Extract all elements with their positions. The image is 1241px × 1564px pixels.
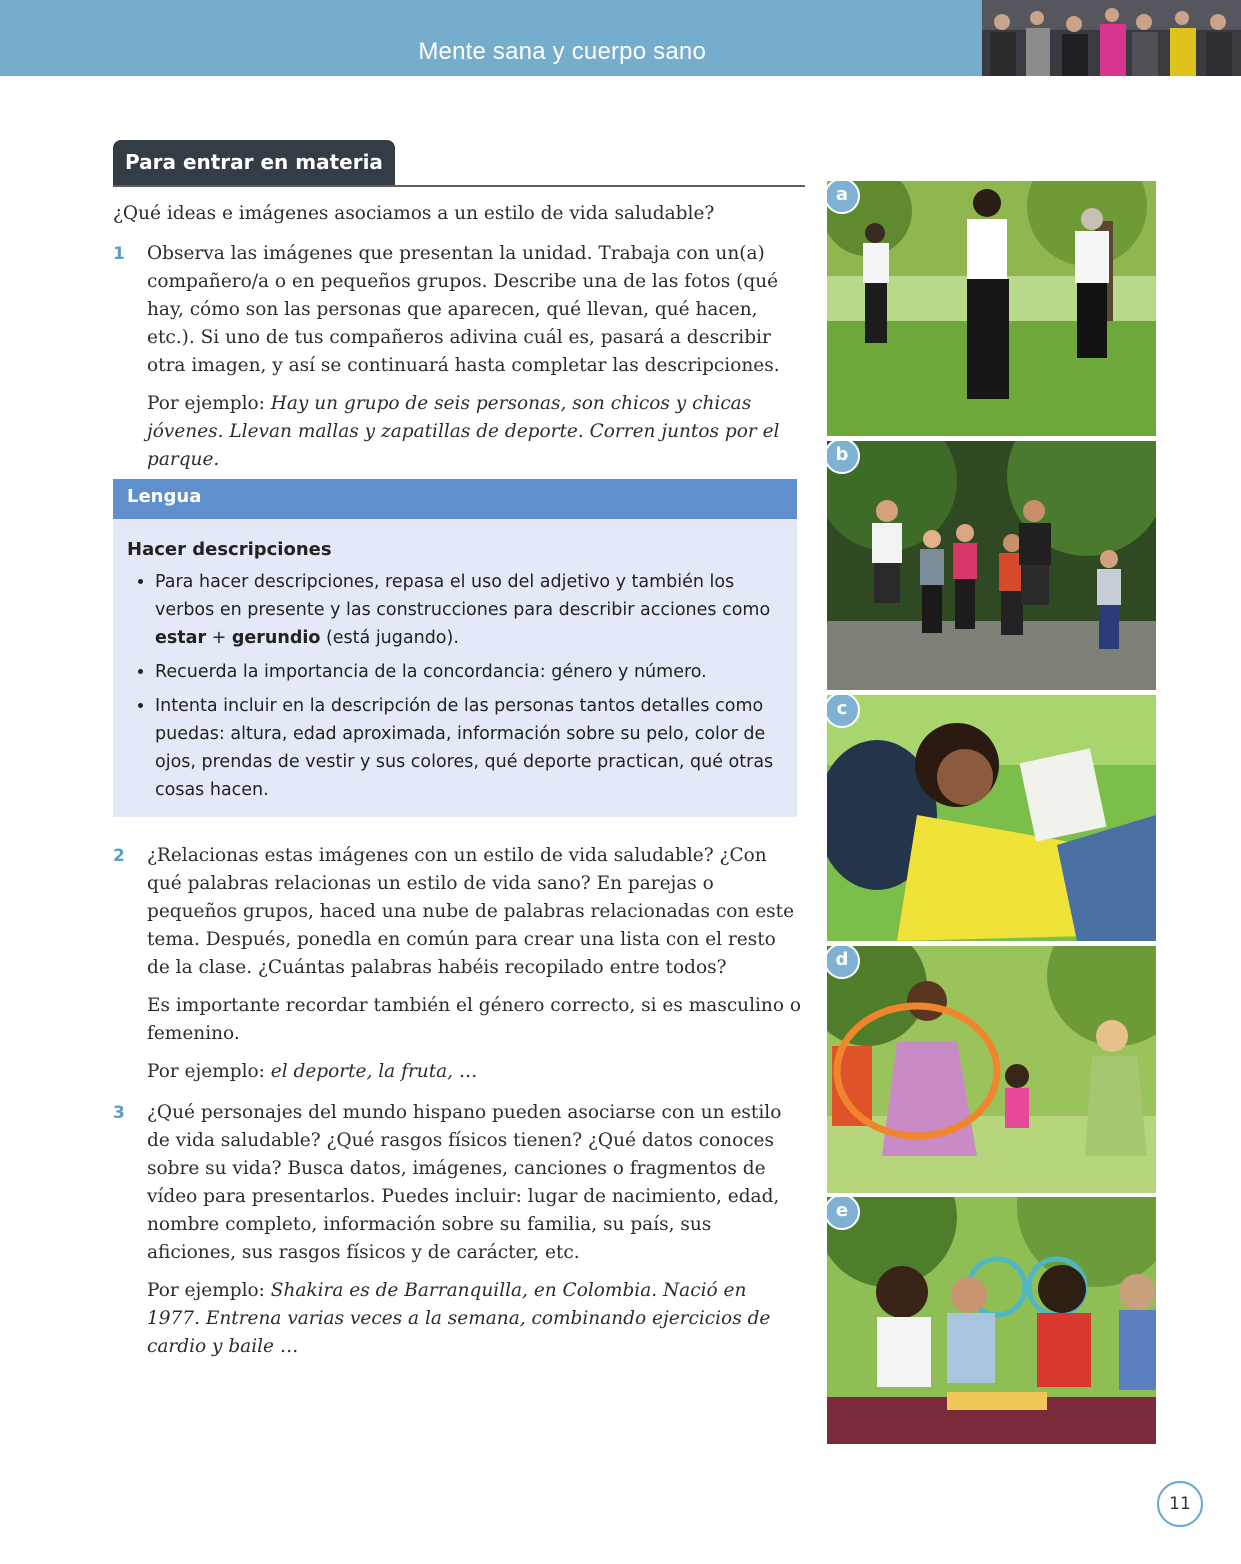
exercise-text: Es importante recordar también el género correcto, si es masculino o femenino. bbox=[147, 995, 801, 1044]
lengua-subtitle: Hacer descripciones bbox=[127, 539, 332, 560]
exercise-2 bbox=[113, 842, 803, 1096]
exercise-example bbox=[147, 1277, 803, 1361]
chapter-title: Mente sana y cuerpo sano bbox=[418, 38, 706, 65]
lengua-header: Lengua bbox=[113, 479, 797, 519]
lengua-list bbox=[113, 568, 797, 804]
bold-term: estar bbox=[155, 628, 207, 648]
example-text: Shakira es de Barranquilla, en Colombia. Nació en 1977. Entrena varias veces a la semana, combinando ejercicios de cardio y baile … bbox=[147, 1280, 771, 1357]
exercise-1 bbox=[113, 240, 803, 484]
example-label: Por ejemplo: bbox=[147, 393, 265, 414]
exercise-text: Observa las imágenes que presentan la unidad. Trabaja con un(a) compañero/a o en pequeños grupos. Describe una de las fotos (qué hay, cómo son las personas que aparecen, qué llevan, qué hacen, etc.). Si uno de tus compañeros adivina cuál es, pasará a describir otra imagen, y así se continuará hasta completar las descripciones. bbox=[147, 243, 780, 376]
section-title: Para entrar en materia bbox=[113, 140, 395, 186]
bullet-text: (está jugando). bbox=[320, 628, 459, 648]
plus-sign: + bbox=[206, 628, 232, 648]
photo-b bbox=[827, 441, 1156, 690]
exercise-example bbox=[147, 390, 803, 474]
exercise-text: ¿Qué personajes del mundo hispano pueden asociarse con un estilo de vida saludable? ¿Qué rasgos físicos tienen? ¿Qué datos conoces sobre su vida? Busca datos, imágenes, canciones o fragmentos de vídeo para presentarlos. Puedes incluir: lugar de nacimiento, edad, nombre completo, información sobre su familia, su país, sus aficiones, sus rasgos físicos y de carácter, etc. bbox=[147, 1102, 782, 1263]
lengua-bullet: • Intenta incluir en la descripción de las personas tantos detalles como puedas: altura, edad aproximada, información sobre su pelo, color de ojos, prendas de vestir y sus colores, qué deporte practican, qué otras cosas hacen. bbox=[155, 692, 777, 804]
exercise-text: ¿Relacionas estas imágenes con un estilo de vida saludable? ¿Con qué palabras relacionas un estilo de vida sano? En parejas o pequeños grupos, haced una nube de palabras relacionadas con este tema. Después, ponedla en común para crear una lista con el resto de la clase. ¿Cuántas palabras habéis recopilado entre todos? bbox=[147, 845, 795, 978]
photo-e bbox=[827, 1197, 1156, 1444]
photo-label-a: a bbox=[827, 181, 860, 214]
photo-d bbox=[827, 946, 1156, 1193]
header-band bbox=[0, 0, 982, 76]
example-text: Hay un grupo de seis personas, son chicos y chicas jóvenes. Llevan mallas y zapatillas de deporte. Corren juntos por el parque. bbox=[147, 393, 780, 470]
exercise-number: 1 bbox=[113, 244, 125, 264]
exercise-number: 3 bbox=[113, 1103, 125, 1123]
exercise-example bbox=[147, 1058, 803, 1086]
example-text: el deporte, la fruta, … bbox=[270, 1061, 478, 1082]
lengua-bullet bbox=[155, 568, 777, 652]
intro-question: ¿Qué ideas e imágenes asociamos a un estilo de vida saludable? bbox=[113, 203, 715, 224]
section-divider bbox=[113, 185, 805, 187]
photo-label-c: c bbox=[827, 695, 860, 728]
example-label: Por ejemplo: bbox=[147, 1280, 265, 1301]
photo-label-b: b bbox=[827, 441, 860, 474]
lengua-bullet: • Recuerda la importancia de la concordancia: género y número. bbox=[155, 658, 777, 686]
photo-a bbox=[827, 181, 1156, 436]
photo-label-e: e bbox=[827, 1197, 860, 1230]
lengua-box bbox=[113, 479, 797, 817]
page-number: 11 bbox=[1157, 1481, 1203, 1527]
example-label: Por ejemplo: bbox=[147, 1061, 265, 1082]
bullet-text: Para hacer descripciones, repasa el uso del adjetivo y también los verbos en presente y las construcciones para describir acciones como bbox=[155, 572, 771, 620]
exercise-number: 2 bbox=[113, 846, 125, 866]
exercise-3 bbox=[113, 1099, 803, 1371]
bold-term: gerundio bbox=[231, 628, 321, 648]
header-photo bbox=[982, 0, 1241, 76]
photo-label-d: d bbox=[827, 946, 860, 979]
photo-c bbox=[827, 695, 1156, 941]
